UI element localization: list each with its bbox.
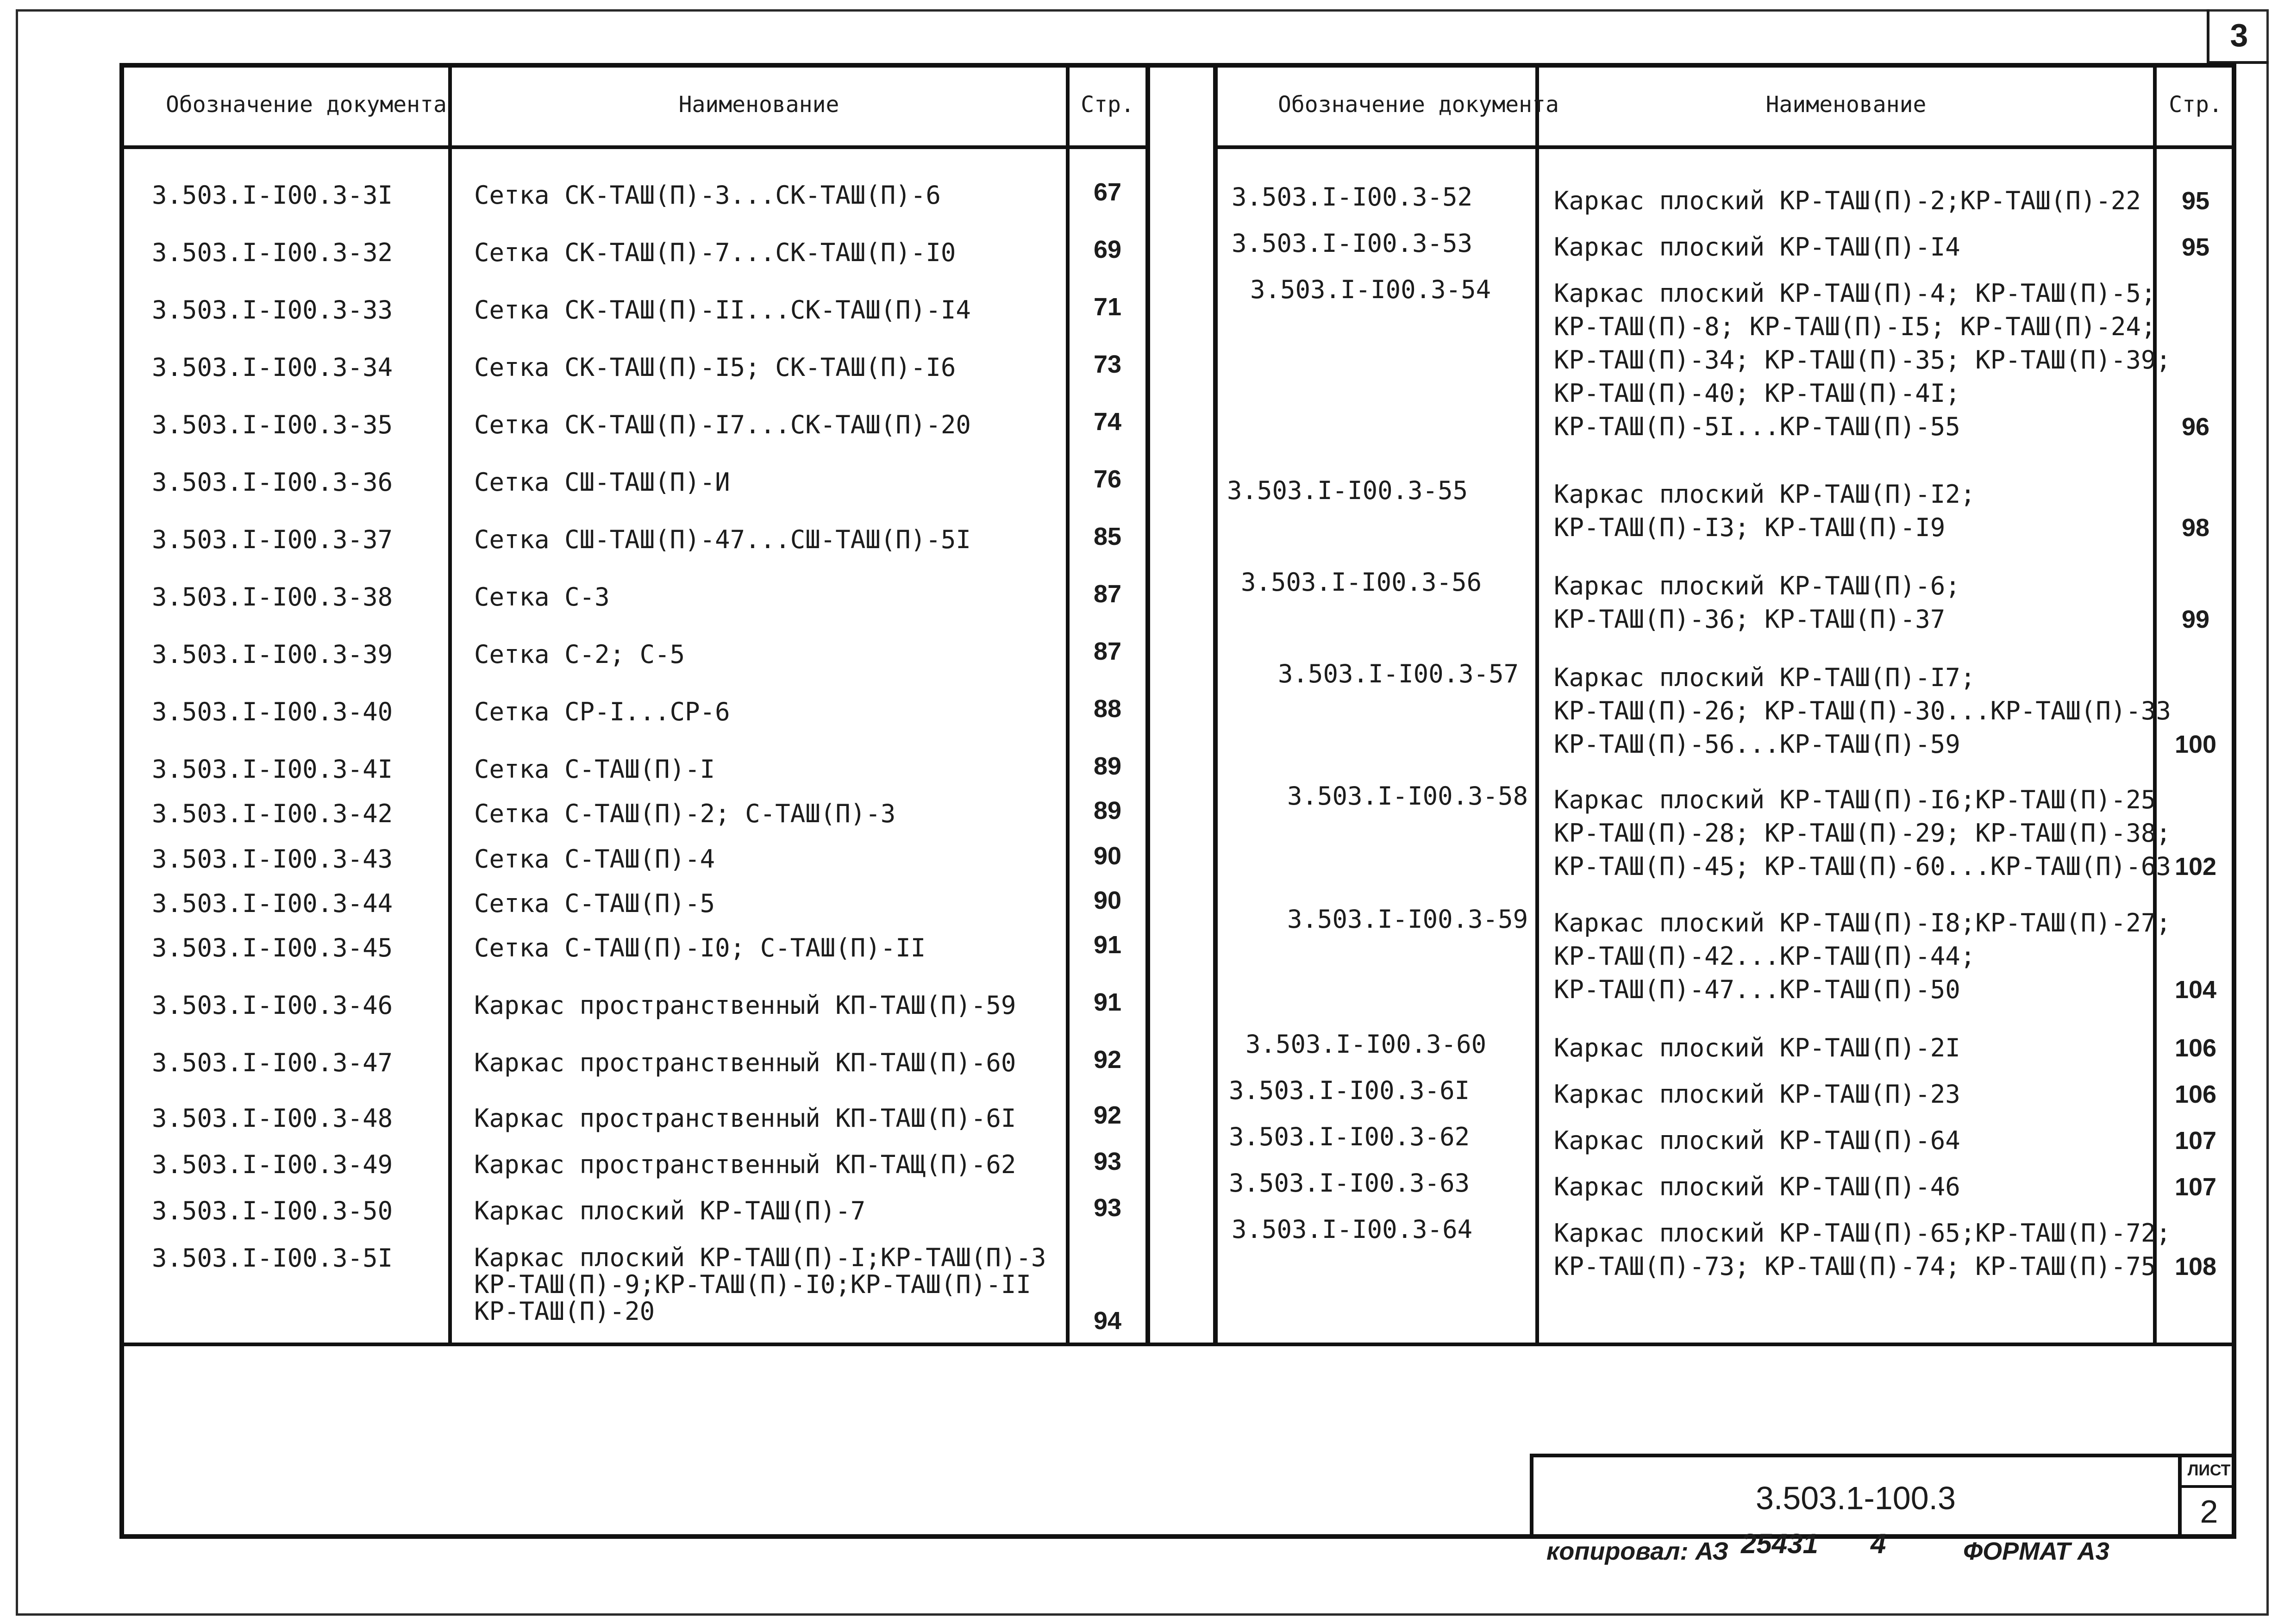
table-row-page: 95 bbox=[2181, 187, 2210, 215]
table-row-code: 3.503.I-I00.3-39 bbox=[152, 640, 393, 669]
table-row-name: КР-ТАШ(П)-45; КР-ТАШ(П)-60...КР-ТАШ(П)-63 bbox=[1554, 852, 2171, 881]
table-row-page: 76 bbox=[1093, 465, 1122, 493]
table-row-page: 69 bbox=[1093, 236, 1122, 263]
table-row-name: Сетка С-ТАШ(П)-2; С-ТАШ(П)-3 bbox=[474, 799, 896, 828]
table-row-code: 3.503.I-I00.3-55 bbox=[1227, 476, 1468, 505]
table-row-name: Каркас плоский КР-ТАШ(П)-64 bbox=[1554, 1126, 1960, 1155]
table-row-name: Каркас плоский КР-ТАШ(П)-4; КР-ТАШ(П)-5; bbox=[1554, 279, 2156, 308]
table-row-name: Каркас плоский КР-ТАШ(П)-6; bbox=[1554, 571, 1960, 600]
table-row-name: Каркас плоский КР-ТАШ(П)-I4 bbox=[1554, 232, 1960, 262]
table-row-name: Каркас плоский КР-ТАШ(П)-I7; bbox=[1554, 663, 1976, 692]
table-row-code: 3.503.I-I00.3-48 bbox=[152, 1104, 393, 1133]
table-row-code: 3.503.I-I00.3-54 bbox=[1250, 275, 1491, 304]
table-row-name: Каркас пространственный КП-ТАШ(П)-59 bbox=[474, 991, 1016, 1020]
table-row-name: Сетка СК-ТАШ(П)-7...СК-ТАШ(П)-I0 bbox=[474, 238, 956, 267]
table-row-name: КР-ТАШ(П)-20 bbox=[474, 1297, 655, 1326]
footer-order-suffix: 4 bbox=[1871, 1528, 1886, 1559]
table-row-page: 73 bbox=[1093, 350, 1122, 378]
table-row-code: 3.503.I-I00.3-33 bbox=[152, 295, 393, 325]
table-row-page: 87 bbox=[1093, 580, 1122, 608]
table-row-name: КР-ТАШ(П)-5I...КР-ТАШ(П)-55 bbox=[1554, 412, 1960, 441]
table-row-page: 91 bbox=[1093, 988, 1122, 1016]
table-row-page: 93 bbox=[1093, 1148, 1122, 1175]
table-row-name: КР-ТАШ(П)-56...КР-ТАШ(П)-59 bbox=[1554, 730, 1960, 759]
table-row-code: 3.503.I-I00.3-50 bbox=[152, 1196, 393, 1225]
left-header-designation: Обозначение документа bbox=[166, 92, 447, 118]
table-row-name: Каркас плоский КР-ТАШ(П)-I8;КР-ТАШ(П)-27; bbox=[1554, 908, 2171, 937]
table-row-code: 3.503.I-I00.3-64 bbox=[1232, 1215, 1473, 1244]
table-row-name: КР-ТАШ(П)-40; КР-ТАШ(П)-4I; bbox=[1554, 379, 1960, 408]
table-row-code: 3.503.I-I00.3-58 bbox=[1287, 781, 1528, 811]
table-row-page: 90 bbox=[1093, 842, 1122, 870]
left-index-table bbox=[124, 63, 1150, 1345]
table-row-page: 92 bbox=[1093, 1046, 1122, 1074]
table-row-code: 3.503.I-I00.3-57 bbox=[1278, 659, 1519, 688]
table-row-name: Сетка С-ТАШ(П)-I bbox=[474, 755, 715, 784]
table-row-page: 93 bbox=[1093, 1194, 1122, 1222]
right-header-page: Стр. bbox=[2169, 92, 2222, 118]
stamp-sheet-number: 2 bbox=[2200, 1493, 2218, 1530]
left-col-divider-1 bbox=[448, 63, 452, 1345]
table-row-code: 3.503.I-I00.3-5I bbox=[152, 1243, 393, 1273]
table-row-code: 3.503.I-I00.3-62 bbox=[1229, 1122, 1470, 1151]
table-row-name: Каркас плоский КР-ТАШ(П)-2I bbox=[1554, 1033, 1960, 1062]
table-row-name: Каркас пространственный КП-ТАШ(П)-6I bbox=[474, 1104, 1016, 1133]
table-row-page: 91 bbox=[1093, 931, 1122, 959]
title-stamp bbox=[1530, 1454, 2236, 1539]
table-row-page: 96 bbox=[2181, 413, 2210, 441]
footer-order-number: 25431 bbox=[1741, 1528, 1818, 1559]
left-header-name: Наименование bbox=[678, 92, 839, 118]
table-row-code: 3.503.I-I00.3-46 bbox=[152, 991, 393, 1020]
table-row-code: 3.503.I-I00.3-4I bbox=[152, 755, 393, 784]
page-corner-number: 3 bbox=[2207, 9, 2269, 64]
table-row-name: КР-ТАШ(П)-42...КР-ТАШ(П)-44; bbox=[1554, 942, 1976, 971]
table-row-name: КР-ТАШ(П)-28; КР-ТАШ(П)-29; КР-ТАШ(П)-38; bbox=[1554, 818, 2171, 848]
table-row-page: 90 bbox=[1093, 887, 1122, 914]
stamp-sheet-label: ЛИСТ bbox=[2182, 1457, 2236, 1488]
table-row-name: Сетка СР-I...СР-6 bbox=[474, 697, 730, 726]
table-row-name: Каркас пространственный КП-ТАШ(П)-60 bbox=[474, 1048, 1016, 1077]
table-row-code: 3.503.I-I00.3-56 bbox=[1241, 568, 1482, 597]
table-row-code: 3.503.I-I00.3-47 bbox=[152, 1048, 393, 1077]
table-row-page: 87 bbox=[1093, 637, 1122, 665]
table-row-page: 106 bbox=[2174, 1034, 2217, 1062]
table-row-page: 99 bbox=[2181, 606, 2210, 633]
table-row-name: Сетка С-ТАШ(П)-I0; С-ТАШ(П)-II bbox=[474, 933, 926, 962]
table-row-name: Каркас плоский КР-ТАШ(П)-2;КР-ТАШ(П)-22 bbox=[1554, 186, 2141, 215]
table-row-page: 108 bbox=[2174, 1253, 2217, 1280]
table-row-name: КР-ТАШ(П)-26; КР-ТАШ(П)-30...КР-ТАШ(П)-33 bbox=[1554, 696, 2171, 725]
table-row-page: 88 bbox=[1093, 695, 1122, 723]
table-row-code: 3.503.I-I00.3-42 bbox=[152, 799, 393, 828]
table-row-code: 3.503.I-I00.3-3I bbox=[152, 181, 393, 210]
table-row-name: Сетка С-2; С-5 bbox=[474, 640, 685, 669]
table-row-name: Каркас плоский КР-ТАШ(П)-I2; bbox=[1554, 480, 1976, 509]
table-row-name: Сетка СК-ТАШ(П)-3...СК-ТАШ(П)-6 bbox=[474, 181, 941, 210]
table-row-name: Каркас плоский КР-ТАШ(П)-65;КР-ТАШ(П)-72; bbox=[1554, 1218, 2171, 1248]
right-col-divider-1 bbox=[1535, 63, 1539, 1345]
table-row-code: 3.503.I-I00.3-53 bbox=[1232, 229, 1473, 258]
table-row-code: 3.503.I-I00.3-45 bbox=[152, 933, 393, 962]
right-index-table bbox=[1213, 63, 2236, 1345]
right-header-designation: Обозначение документа bbox=[1278, 92, 1559, 118]
table-row-name: КР-ТАШ(П)-9;КР-ТАШ(П)-I0;КР-ТАШ(П)-II bbox=[474, 1270, 1031, 1299]
table-row-name: КР-ТАШ(П)-34; КР-ТАШ(П)-35; КР-ТАШ(П)-39; bbox=[1554, 345, 2171, 375]
table-row-name: Сетка СК-ТАШ(П)-I7...СК-ТАШ(П)-20 bbox=[474, 410, 971, 439]
table-row-name: Сетка С-ТАШ(П)-5 bbox=[474, 889, 715, 918]
table-row-page: 106 bbox=[2174, 1081, 2217, 1108]
table-row-name: Сетка СШ-ТАШ(П)-И bbox=[474, 468, 730, 497]
table-row-code: 3.503.I-I00.3-32 bbox=[152, 238, 393, 267]
table-row-page: 67 bbox=[1093, 178, 1122, 206]
table-row-code: 3.503.I-I00.3-63 bbox=[1229, 1168, 1470, 1198]
table-row-name: Каркас плоский КР-ТАШ(П)-46 bbox=[1554, 1172, 1960, 1201]
table-row-name: Каркас плоский КР-ТАШ(П)-23 bbox=[1554, 1080, 1960, 1109]
table-row-name: Сетка С-3 bbox=[474, 582, 610, 612]
table-row-code: 3.503.I-I00.3-36 bbox=[152, 468, 393, 497]
table-row-page: 89 bbox=[1093, 752, 1122, 780]
table-row-name: Каркас пространственный КП-ТАЩ(П)-62 bbox=[474, 1150, 1016, 1179]
left-header-page: Стр. bbox=[1081, 92, 1134, 118]
table-row-name: КР-ТАШ(П)-I3; КР-ТАШ(П)-I9 bbox=[1554, 513, 1946, 542]
table-row-code: 3.503.I-I00.3-60 bbox=[1245, 1030, 1487, 1059]
table-row-name: Каркас плоский КР-ТАШ(П)-I6;КР-ТАШ(П)-25 bbox=[1554, 785, 2156, 814]
table-row-code: 3.503.I-I00.3-52 bbox=[1232, 182, 1473, 212]
table-row-page: 107 bbox=[2174, 1173, 2217, 1201]
table-row-page: 95 bbox=[2181, 233, 2210, 261]
stamp-sheet-cell bbox=[2178, 1454, 2236, 1539]
table-row-name: КР-ТАШ(П)-73; КР-ТАШ(П)-74; КР-ТАШ(П)-75 bbox=[1554, 1252, 2156, 1281]
table-row-code: 3.503.I-I00.3-34 bbox=[152, 353, 393, 382]
footer-copied: копировал: АЗ bbox=[1546, 1537, 1729, 1565]
table-row-name: Сетка СК-ТАШ(П)-II...СК-ТАШ(П)-I4 bbox=[474, 295, 971, 325]
right-header-name: Наименование bbox=[1765, 92, 1927, 118]
table-row-name: Сетка СК-ТАШ(П)-I5; СК-ТАШ(П)-I6 bbox=[474, 353, 956, 382]
table-row-code: 3.503.I-I00.3-35 bbox=[152, 410, 393, 439]
table-row-name: Сетка С-ТАШ(П)-4 bbox=[474, 844, 715, 874]
table-row-page: 100 bbox=[2174, 731, 2217, 758]
stamp-designation: 3.503.1-100.3 bbox=[1530, 1454, 2178, 1539]
table-row-code: 3.503.I-I00.3-40 bbox=[152, 697, 393, 726]
table-row-page: 102 bbox=[2174, 853, 2217, 881]
table-row-page: 71 bbox=[1093, 293, 1122, 321]
left-col-divider-2 bbox=[1066, 63, 1070, 1345]
table-row-name: Сетка СШ-ТАШ(П)-47...СШ-ТАШ(П)-5I bbox=[474, 525, 971, 554]
table-row-page: 74 bbox=[1093, 408, 1122, 436]
table-row-page: 94 bbox=[1093, 1307, 1122, 1335]
table-row-code: 3.503.I-I00.3-43 bbox=[152, 844, 393, 874]
table-row-code: 3.503.I-I00.3-49 bbox=[152, 1150, 393, 1179]
table-row-name: КР-ТАШ(П)-47...КР-ТАШ(П)-50 bbox=[1554, 975, 1960, 1004]
table-row-page: 85 bbox=[1093, 523, 1122, 550]
table-row-page: 107 bbox=[2174, 1127, 2217, 1155]
table-row-name: Каркас плоский КР-ТАШ(П)-7 bbox=[474, 1196, 866, 1225]
footer-format: ФОРМАТ А3 bbox=[1963, 1537, 2109, 1565]
table-row-name: КР-ТАШ(П)-8; КР-ТАШ(П)-I5; КР-ТАШ(П)-24; bbox=[1554, 312, 2156, 341]
table-row-page: 98 bbox=[2181, 514, 2210, 542]
table-row-page: 92 bbox=[1093, 1101, 1122, 1129]
table-row-name: Каркас плоский КР-ТАШ(П)-I;КР-ТАШ(П)-3 bbox=[474, 1243, 1046, 1272]
table-row-code: 3.503.I-I00.3-38 bbox=[152, 582, 393, 612]
table-row-name: КР-ТАШ(П)-36; КР-ТАШ(П)-37 bbox=[1554, 605, 1946, 634]
table-row-page: 89 bbox=[1093, 797, 1122, 824]
table-row-code: 3.503.I-I00.3-37 bbox=[152, 525, 393, 554]
table-row-code: 3.503.I-I00.3-44 bbox=[152, 889, 393, 918]
table-row-code: 3.503.I-I00.3-6I bbox=[1229, 1076, 1470, 1105]
table-row-page: 104 bbox=[2174, 976, 2217, 1004]
table-row-code: 3.503.I-I00.3-59 bbox=[1287, 905, 1528, 934]
